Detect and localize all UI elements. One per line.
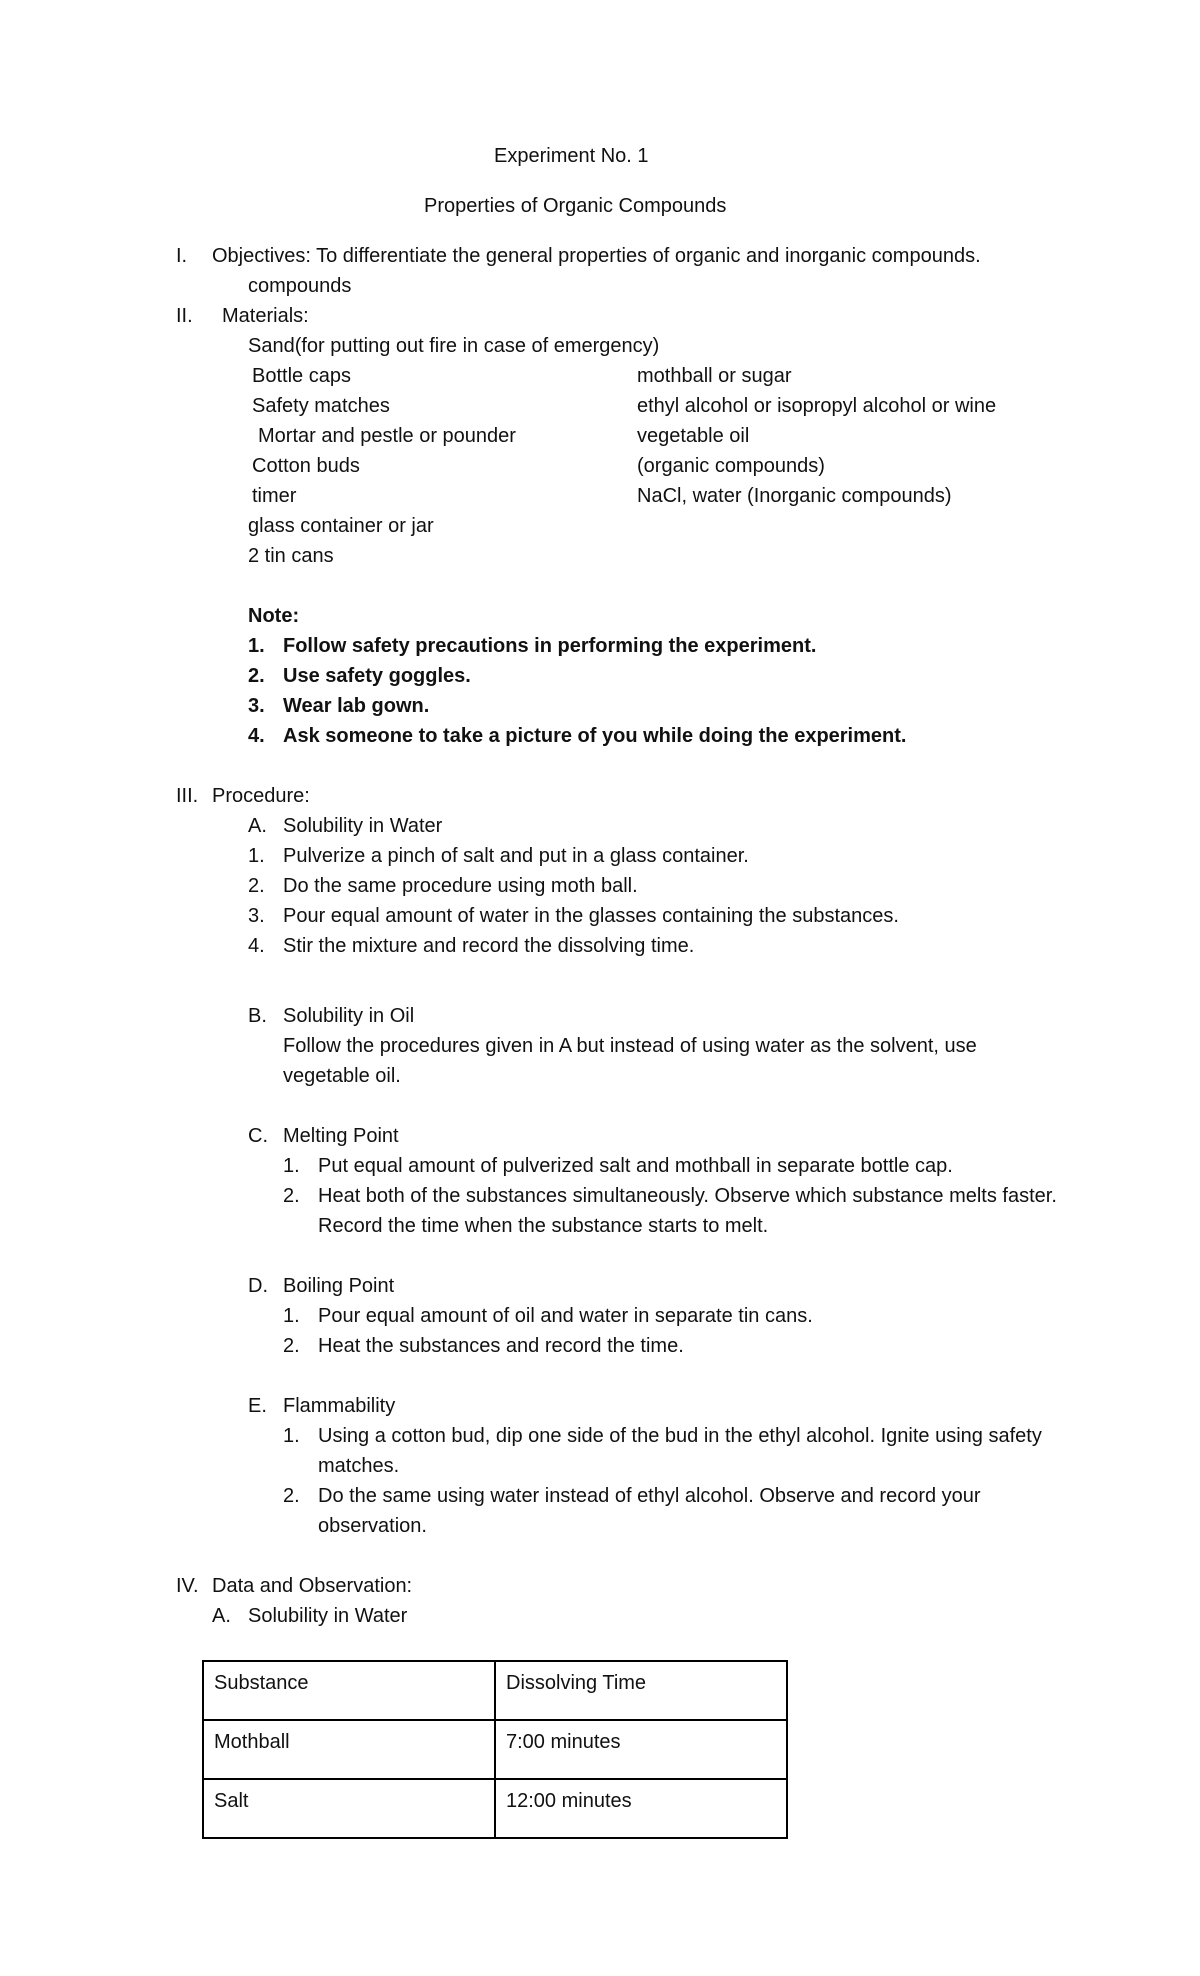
step-number: 1. <box>283 1155 300 1177</box>
subsection-letter: B. <box>248 1005 267 1027</box>
step-text: Pulverize a pinch of salt and put in a glass container. <box>283 845 749 867</box>
material-item: 2 tin cans <box>248 545 334 567</box>
material-item: Mortar and pestle or pounder <box>258 425 516 447</box>
step-text-continuation: matches. <box>318 1455 400 1477</box>
materials-heading: Materials: <box>222 305 309 327</box>
subsection-letter: A. <box>248 815 267 837</box>
table-header-row <box>203 1661 787 1720</box>
note-number: 1. <box>248 635 265 657</box>
material-item-right: mothball or sugar <box>637 365 792 387</box>
step-text: Follow the procedures given in A but instead of using water as the solvent, use <box>283 1035 977 1057</box>
material-item: glass container or jar <box>248 515 434 537</box>
material-item-right: NaCl, water (Inorganic compounds) <box>637 485 952 507</box>
table-cell: Mothball <box>203 1720 495 1779</box>
material-item-right: vegetable oil <box>637 425 750 447</box>
table-cell: Salt <box>203 1779 495 1838</box>
material-item: timer <box>252 485 297 507</box>
section-numeral-objectives: I. <box>176 245 188 267</box>
step-number: 4. <box>248 935 265 957</box>
note-item: Use safety goggles. <box>283 665 471 687</box>
procedure-heading: Procedure: <box>212 785 310 807</box>
step-text: Heat both of the substances simultaneously. Observe which substance melts faster. <box>318 1185 1057 1207</box>
objectives-text: Objectives: To differentiate the general properties of organic and inorganic compounds. <box>212 245 981 267</box>
objectives-continuation: compounds <box>248 275 352 297</box>
step-text: Heat the substances and record the time. <box>318 1335 684 1357</box>
data-heading: Data and Observation: <box>212 1575 413 1597</box>
step-number: 2. <box>283 1335 300 1357</box>
step-number: 3. <box>248 905 265 927</box>
step-number: 2. <box>248 875 265 897</box>
note-item: Ask someone to take a picture of you while doing the experiment. <box>283 725 907 747</box>
note-number: 3. <box>248 695 265 717</box>
section-numeral-data: IV. <box>176 1575 199 1597</box>
subsection-letter: D. <box>248 1275 268 1297</box>
step-text-continuation: Record the time when the substance starts to melt. <box>318 1215 769 1237</box>
material-item-right: ethyl alcohol or isopropyl alcohol or wine <box>637 395 997 417</box>
step-text: Do the same procedure using moth ball. <box>283 875 638 897</box>
subsection-title: Solubility in Water <box>283 815 443 837</box>
subsection-letter: E. <box>248 1395 267 1417</box>
subsection-title: Flammability <box>283 1395 396 1417</box>
step-number: 1. <box>248 845 265 867</box>
subsection-title: Solubility in Water <box>248 1605 408 1627</box>
section-numeral-materials: II. <box>176 305 193 327</box>
observation-table <box>202 1660 788 1839</box>
note-item: Wear lab gown. <box>283 695 430 717</box>
material-item: Safety matches <box>252 395 390 417</box>
step-number: 1. <box>283 1305 300 1327</box>
page-title: Properties of Organic Compounds <box>424 195 727 217</box>
step-text: Do the same using water instead of ethyl alcohol. Observe and record your <box>318 1485 981 1507</box>
subsection-title: Boiling Point <box>283 1275 395 1297</box>
material-item: Bottle caps <box>252 365 351 387</box>
table-row <box>203 1779 787 1838</box>
table-cell: 7:00 minutes <box>495 1720 787 1779</box>
step-text: Pour equal amount of water in the glasses containing the substances. <box>283 905 899 927</box>
step-text: Using a cotton bud, dip one side of the bud in the ethyl alcohol. Ignite using safety <box>318 1425 1042 1447</box>
subsection-letter: C. <box>248 1125 268 1147</box>
material-item-right: (organic compounds) <box>637 455 825 477</box>
step-number: 1. <box>283 1425 300 1447</box>
note-heading: Note: <box>248 605 300 627</box>
step-number: 2. <box>283 1185 300 1207</box>
material-item: Cotton buds <box>252 455 360 477</box>
section-numeral-procedure: III. <box>176 785 199 807</box>
table-row <box>203 1720 787 1779</box>
step-number: 2. <box>283 1485 300 1507</box>
note-number: 2. <box>248 665 265 687</box>
step-text-continuation: observation. <box>318 1515 427 1537</box>
experiment-number: Experiment No. 1 <box>494 145 649 167</box>
step-text: vegetable oil. <box>283 1065 401 1087</box>
table-header-cell: Dissolving Time <box>495 1661 787 1720</box>
note-number: 4. <box>248 725 265 747</box>
table-header-cell: Substance <box>203 1661 495 1720</box>
subsection-title: Solubility in Oil <box>283 1005 415 1027</box>
step-text: Put equal amount of pulverized salt and mothball in separate bottle cap. <box>318 1155 953 1177</box>
subsection-letter: A. <box>212 1605 231 1627</box>
subsection-title: Melting Point <box>283 1125 399 1147</box>
step-text: Pour equal amount of oil and water in separate tin cans. <box>318 1305 813 1327</box>
material-sand: Sand(for putting out fire in case of emergency) <box>248 335 660 357</box>
note-item: Follow safety precautions in performing the experiment. <box>283 635 817 657</box>
step-text: Stir the mixture and record the dissolving time. <box>283 935 695 957</box>
table-cell: 12:00 minutes <box>495 1779 787 1838</box>
